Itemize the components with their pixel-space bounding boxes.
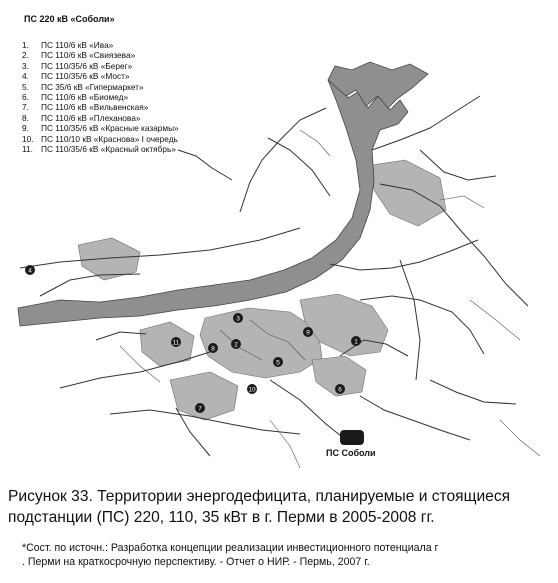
legend-label: ПС 110/6 кВ «Плеханова»: [41, 112, 141, 123]
legend-number: 4.: [22, 71, 29, 82]
urban-area-south: [170, 372, 238, 420]
substation-marker-1: [351, 336, 361, 346]
svg-text:3: 3: [236, 315, 240, 323]
svg-text:6: 6: [338, 386, 342, 394]
legend-label: ПС 110/35/6 кВ «Мост»: [41, 71, 130, 82]
source-note: [22, 541, 552, 569]
svg-text:4: 4: [28, 267, 32, 275]
svg-text:11: 11: [172, 339, 180, 347]
legend-label: ПС 35/6 кВ «Гипермаркет»: [41, 81, 144, 92]
source-line-1: *Сост. по источн.: Разработка концепции реализации инвестиционного потенциала г: [22, 542, 439, 554]
legend-number: 9.: [22, 123, 29, 134]
svg-text:2: 2: [234, 341, 238, 349]
substation-marker-9: [303, 327, 313, 337]
legend-number: 3.: [22, 60, 29, 71]
legend-number: 7.: [22, 102, 29, 113]
svg-text:7: 7: [198, 405, 202, 413]
legend-number: 8.: [22, 112, 29, 123]
map-title: ПС 220 кВ «Соболи»: [24, 14, 115, 24]
substation-marker-6: [335, 384, 345, 394]
substation-marker-7: [195, 403, 205, 413]
legend-label: ПС 110/6 кВ «Свиязева»: [41, 50, 136, 61]
svg-text:10: 10: [248, 386, 256, 394]
legend-number: 5.: [22, 81, 29, 92]
substation-marker-8: [208, 343, 218, 353]
svg-text:9: 9: [306, 329, 310, 337]
legend-number: 10.: [22, 133, 34, 144]
svg-text:8: 8: [211, 345, 215, 353]
legend-number: 6.: [22, 92, 29, 103]
substation-marker-5: [273, 357, 283, 367]
urban-area-center: [200, 308, 322, 378]
legend-label: ПС 110/6 кВ «Биомед»: [41, 92, 129, 103]
legend-number: 2.: [22, 50, 29, 61]
river-kama: [18, 76, 408, 326]
urban-area-northeast: [372, 160, 446, 226]
legend-number: 1.: [22, 40, 29, 50]
legend-label: ПС 110/35/6 кВ «Берег»: [41, 60, 133, 71]
substation-marker-2: [231, 339, 241, 349]
substation-marker-4: [25, 265, 35, 275]
legend-label: ПС 110/35/6 кВ «Красные казармы»: [41, 123, 179, 134]
soboli-substation-marker: [340, 430, 364, 445]
legend-number: 11.: [22, 144, 33, 155]
svg-text:5: 5: [276, 359, 280, 367]
source-line-2: . Перми на краткосрочную перспективу. - Отчет о НИР. - Пермь, 2007 г.: [22, 556, 370, 568]
legend-label: ПС 110/6 кВ «Вильвенская»: [41, 102, 149, 113]
svg-text:1: 1: [354, 338, 358, 346]
substation-marker-11: [171, 337, 181, 347]
soboli-label: ПС Соболи: [326, 448, 376, 458]
figure-caption: Рисунок 33. Территории энергодефицита, планируемые и стоящиеся подстанции (ПС) 220, 110, 35 кВт в г. Перми в 2005-2008 гг.: [8, 488, 511, 526]
substation-marker-3: [233, 313, 243, 323]
substation-marker-10: [247, 384, 257, 394]
legend-label: ПС 110/35/6 кВ «Красный октябрь»: [41, 144, 176, 155]
legend-label: ПС 110/6 кВ «Ива»: [41, 40, 114, 50]
legend-label: ПС 110/10 кВ «Краснова» I очередь: [41, 133, 178, 144]
urban-area-west: [78, 238, 140, 280]
